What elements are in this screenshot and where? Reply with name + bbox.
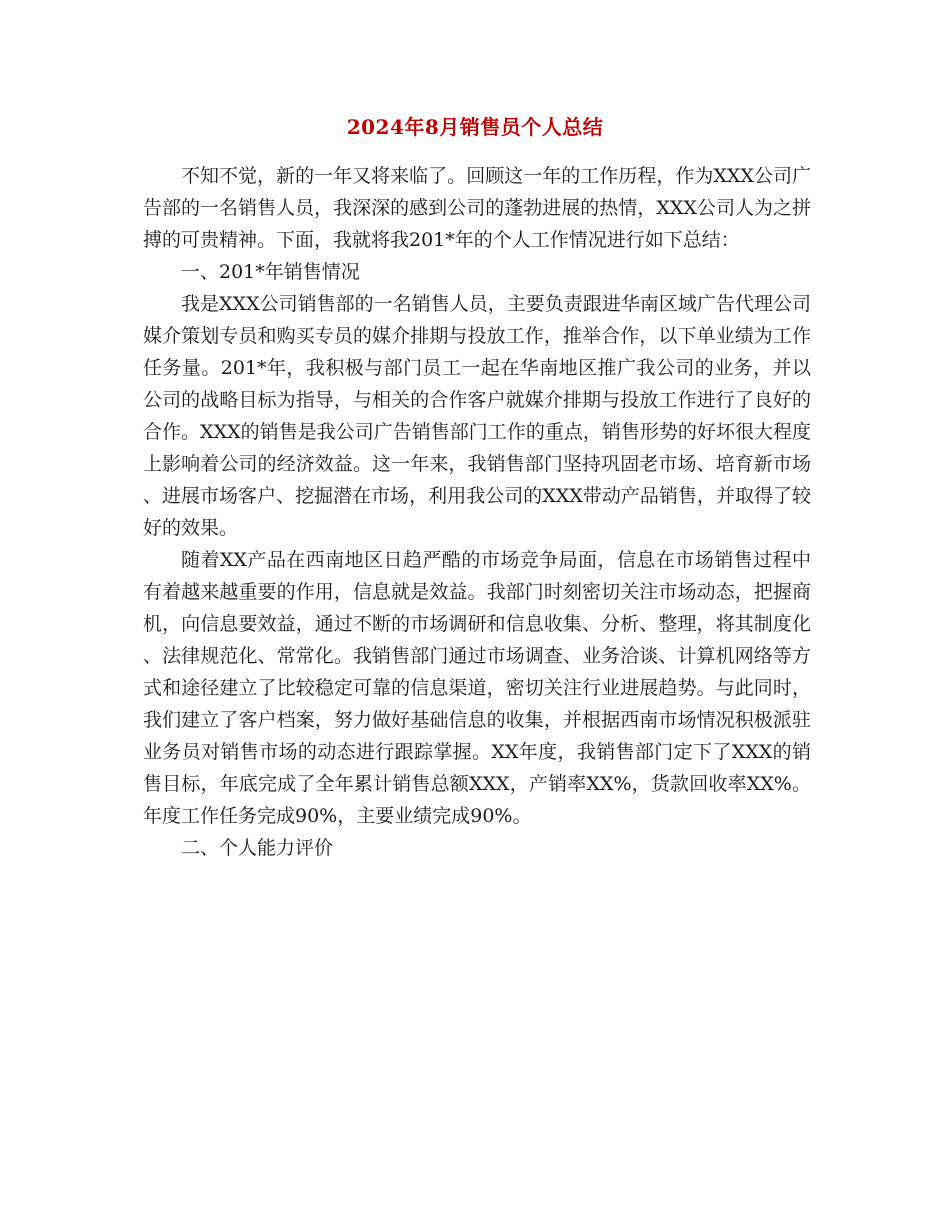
document-body bbox=[143, 160, 811, 864]
market-info-paragraph: 随着XX产品在西南地区日趋严酷的市场竞争局面，信息在市场销售过程中有着越来越重要的作用，信息就是效益。我部门时刻密切关注市场动态，把握商机，向信息要效益，通过不断的市场调研和信息收集、分析、整理，将其制度化、法律规范化、常常化。我销售部门通过市场调查、业务洽谈、计算机网络等方式和途径建立了比较稳定可靠的信息渠道，密切关注行业进展趋势。与此同时，我们建立了客户档案，努力做好基础信息的收集，并根据西南市场情况积极派驻业务员对销售市场的动态进行跟踪掌握。XX年度，我销售部门定下了XXX的销售目标，年底完成了全年累计销售总额XXX，产销率XX%，货款回收率XX%。年度工作任务完成90%，主要业绩完成90%。 bbox=[143, 549, 811, 827]
sales-paragraph: 我是XXX公司销售部的一名销售人员，主要负责跟进华南区域广告代理公司媒介策划专员和购买专员的媒介排期与投放工作，推举合作，以下单业绩为工作任务量。201*年，我积极与部门员工一起在华南地区推广我公司的业务，并以公司的战略目标为指导，与相关的合作客户就媒介排期与投放工作进行了良好的合作。XXX的销售是我公司广告销售部门工作的重点，销售形势的好坏很大程度上影响着公司的经济效益。这一年来，我销售部门坚持巩固老市场、培育新市场、进展市场客户、挖掘潜在市场，利用我公司的XXX带动产品销售，并取得了较好的效果。 bbox=[143, 293, 811, 539]
intro-paragraph: 不知不觉，新的一年又将来临了。回顾这一年的工作历程，作为XXX公司广告部的一名销售人员，我深深的感到公司的蓬勃进展的热情，XXX公司人为之拼搏的可贵精神。下面，我就将我201*年的个人工作情况进行如下总结： bbox=[143, 165, 811, 251]
document-title: 2024年8月销售员个人总结 bbox=[346, 115, 604, 139]
section-heading-ability: 二、个人能力评价 bbox=[181, 837, 334, 859]
section-heading-sales: 一、201*年销售情况 bbox=[181, 261, 360, 283]
